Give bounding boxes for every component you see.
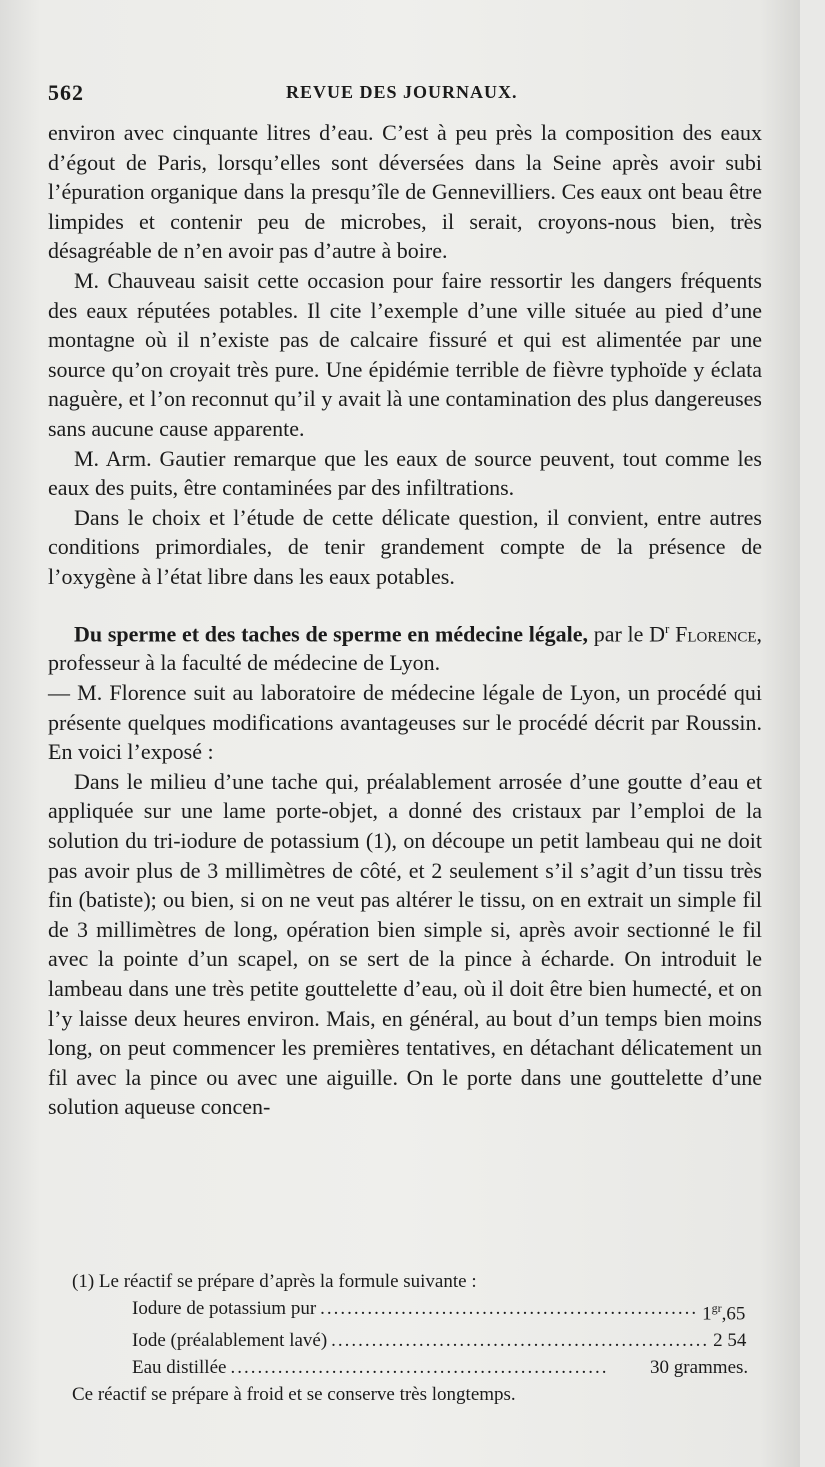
formula-row xyxy=(48,1295,762,1327)
formula-quantity: 2 54 xyxy=(713,1330,747,1352)
leader-dots: ........................................................ xyxy=(320,1298,699,1319)
section-heading xyxy=(48,614,762,679)
section-byline-post: , professeur à la faculté de médecine de Lyon. xyxy=(48,620,763,676)
paragraph-3: M. Arm. Gautier remarque que les eaux de source peuvent, tout comme les eaux des puits, être contaminées par des infiltrations. xyxy=(48,445,762,501)
paragraph-5: — M. Florence suit au laboratoire de médecine légale de Lyon, un procédé qui présente quelques modifications avantageuses sur le procédé décrit par Roussin. En voici l’exposé : xyxy=(48,680,762,765)
formula-item: Eau distillée xyxy=(132,1357,227,1379)
section-title: Du sperme et des taches de sperme en médecine légale, xyxy=(74,620,588,646)
running-head: REVUE DES JOURNAUX. xyxy=(286,82,518,102)
formula-row xyxy=(48,1354,762,1381)
formula-row xyxy=(48,1327,762,1354)
formula-item: Iode (préalablement lavé) xyxy=(132,1330,328,1352)
section-byline-pre: par le D xyxy=(588,620,666,646)
body-text xyxy=(48,118,762,1122)
formula-quantity: $1^{gr},65$ xyxy=(702,1301,746,1325)
formula-quantity: 30 grammes. xyxy=(650,1357,749,1379)
formula-item: Iodure de potassium pur xyxy=(132,1298,317,1319)
paragraph-1: environ avec cinquante litres d’eau. C’est à peu près la composition des eaux d’égout de Paris, lorsqu’elles sont déversées dans la Seine après avoir subi l’épuration organique dans la presqu’île de Gennevilliers. Ces eaux ont beau être limpides et contenir peu de microbes, il serait, croyons-nous bien, très désagréable de n’en avoir pas d’autre à boire. xyxy=(48,120,762,264)
paragraph-2: M. Chauveau saisit cette occasion pour faire ressortir les dangers fréquents des eaux réputées potables. Il cite l’exemple d’une ville située au pied d’une montagne où il n’existe pas de calcaire fissuré et qui est alimentée par une source qu’on croyait très pure. Une épidémie terrible de fièvre typhoïde y éclata naguère, et l’on reconnut qu’il y avait là une contamination des plus dangereuses sans aucune cause apparente. xyxy=(48,267,762,441)
footnote xyxy=(48,1268,762,1408)
footnote-intro: (1) Le réactif se prépare d’après la formule suivante : xyxy=(72,1271,477,1292)
section-byline-sup: r xyxy=(665,620,670,636)
section-author: Florence xyxy=(675,620,757,646)
leader-dots: ........................................................ xyxy=(331,1330,710,1352)
leader-dots: ........................................................ xyxy=(230,1357,609,1379)
paragraph-6: Dans le milieu d’une tache qui, préalablement arrosée d’une goutte d’eau et appliquée sur une lame porte-objet, a donné des cristaux par l’emploi de la solution du tri-iodure de potassium (1), on découpe un petit lambeau qui ne doit pas avoir plus de 3 millimètres de côté, et 2 seulement s’il s’agit d’un tissu très fin (batiste); ou bien, si on ne veut pas altérer le tissu, on en extrait un simple fil de 3 millimètres de long, opération bien simple si, après avoir sectionné le fil avec la pointe d’un scapel, on se sert de la pince à écharde. On introduit le lambeau dans une très petite gouttelette d’eau, où il doit être bien humecté, et on l’y laisse deux heures environ. Mais, en général, au bout d’un temps bien moins long, on peut commencer les premières tentatives, en détachant délicatement un fil avec la pince ou avec une aiguille. On le porte dans une gouttelette d’une solution aqueuse concen- xyxy=(48,768,762,1120)
page-header xyxy=(48,80,760,114)
paragraph-4: Dans le choix et l’étude de cette délicate question, il convient, entre autres conditions primordiales, de tenir grandement compte de la présence de l’oxygène à l’état libre dans les eaux potables. xyxy=(48,504,762,589)
page-number: 562 xyxy=(48,80,84,105)
footnote-outro: Ce réactif se prépare à froid et se conserve très longtemps. xyxy=(72,1384,516,1406)
